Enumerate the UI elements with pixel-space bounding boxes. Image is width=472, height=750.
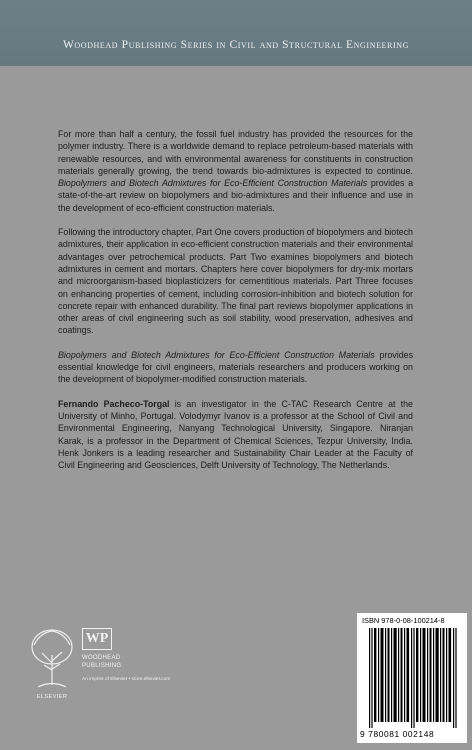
book-title-ref: Biopolymers and Biotech Admixtures for Eco-Efficient Construction Materials <box>58 349 375 360</box>
elsevier-label: ELSEVIER <box>36 694 68 700</box>
author-bio: Fernando Pacheco-Torgal is an investigator in the C-TAC Research Centre at the University of Minho, Portugal. Volodymyr Ivanov is a professor at the School of Civil and Environmental Engineering, Nanyang Technological University, Singapore. Niranjan Karak, is a professor in the Department of Chemical Sciences, Tezpur University, India. Henk Jonkers is a leading researcher and Sustainability Chair Leader at the Faculty of Civil Engineering and Geosciences, Delft University of Technology, The Netherlands. <box>58 398 413 471</box>
barcode <box>369 628 459 728</box>
barcode-digits: 9 780081 002148 <box>360 729 435 739</box>
paragraph-3: Biopolymers and Biotech Admixtures for Eco-Efficient Construction Materials provides essential knowledge for civil engineers, materials researchers and producers working on the development of biopolymer-modified construction materials. <box>58 349 414 385</box>
imprint-line: An imprint of Elsevier • store.elsevier.com <box>82 677 171 682</box>
book-title-ref: Biopolymers and Biotech Admixtures for Eco-Efficient Construction Materials <box>58 178 368 189</box>
paragraph-2: Following the introductory chapter, Part One covers production of biopolymers and biotech admixtures, their application in eco-efficient construction materials and their environmental advantages over petrochemical products. Part Two examines biopolymers and biotech admixtures in cement and mortars. Chapters here cover biopolymers for dry-mix mortars and microorganism-based bioplasticizers for cementitious materials. Part Three focuses on enhancing properties of cement, including corrosion-inhibition and biotech solution for concrete repair with enhanced durability. The final part reviews biopolymer applications in other areas of civil engineering such as soil stability, wood preservation, adhesives and coatings. <box>58 227 413 336</box>
series-title: Woodhead Publishing Series in Civil and Structural Engineering <box>62 39 410 51</box>
author-name: Fernando Pacheco-Torgal <box>58 398 170 409</box>
paragraph-1: For more than half a century, the fossil fuel industry has provided the resources for the polymer industry. There is a worldwide demand to replace petroleum-based materials with renewable resources, and with environmental awareness for constituents in construction materials generally growing, the trend towards bio-admixtures is expected to continue. Biopolymers and Biotech Admixtures for Eco-Efficient Construction Materials provides a state-of-the-art review on biopolymers and bio-admixtures and their influence and use in the development of eco-efficient construction materials. <box>58 129 414 213</box>
isbn-label: ISBN 978-0-08-100214-8 <box>362 616 445 625</box>
isbn-barcode-box <box>357 613 467 743</box>
blurb <box>58 128 413 483</box>
elsevier-tree-logo <box>26 625 78 695</box>
woodhead-name: WOODHEAD PUBLISHING <box>82 655 122 669</box>
woodhead-wp-logo: WP <box>82 628 112 650</box>
series-band <box>0 0 472 66</box>
